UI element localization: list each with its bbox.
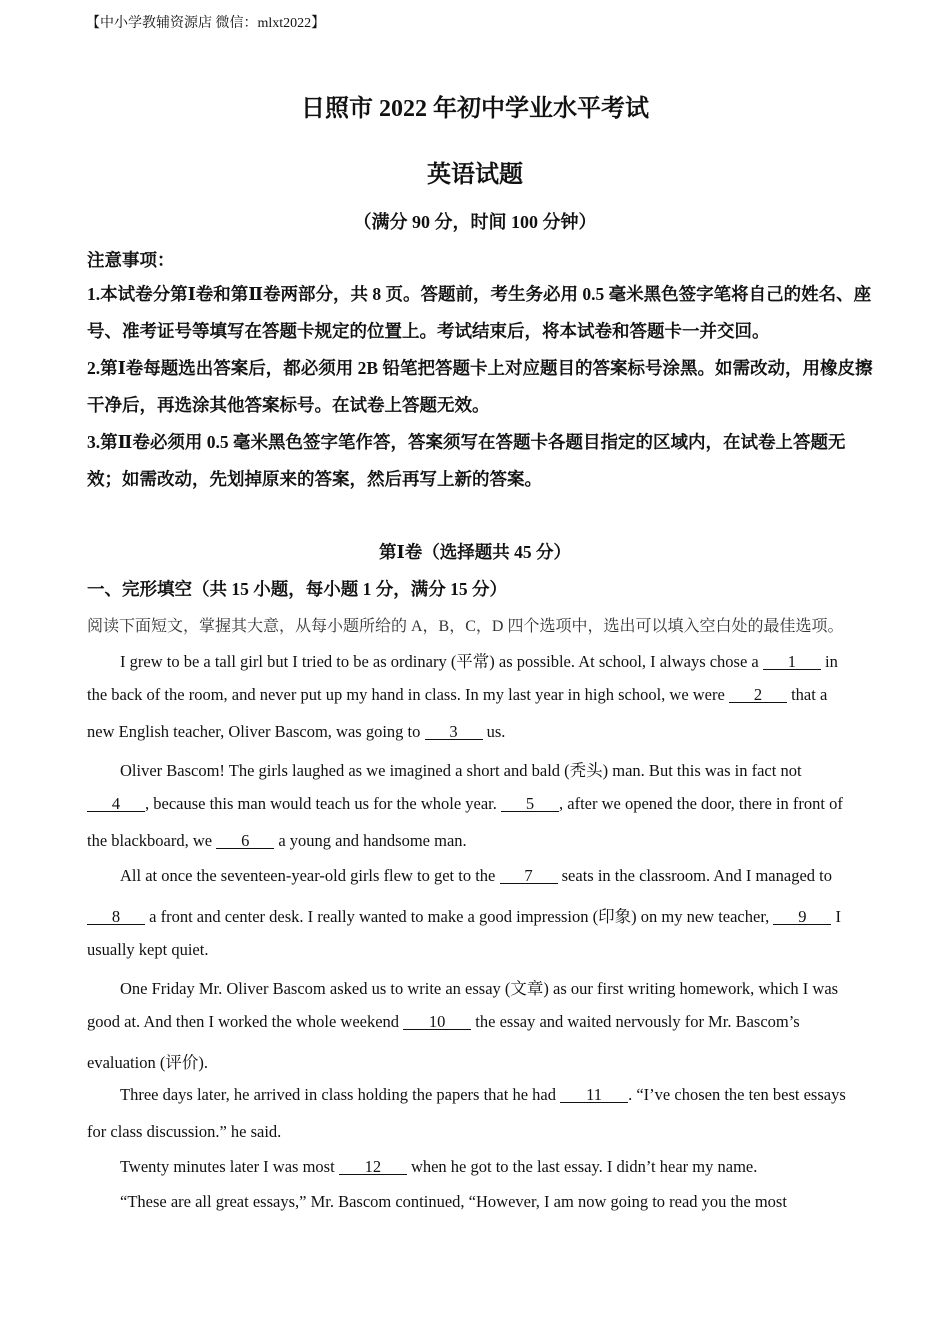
passage-text: All at once the seventeen-year-old girls flew to get to the <box>120 866 500 885</box>
passage-text: that a <box>786 685 828 704</box>
passage-text: seats in the classroom. And I managed to <box>557 866 832 885</box>
passage-line <box>120 866 832 886</box>
notice-heading: 注意事项： <box>87 250 175 270</box>
blank-10: 10 <box>403 1014 471 1030</box>
notice-item-2: 2.第Ⅰ卷每题选出答案后，都必须用 2B 铅笔把答题卡上对应题目的答案标号涂黑。如需改动，用橡皮擦干净后，再选涂其他答案标号。在试卷上答题无效。 <box>87 358 873 415</box>
passage-text: good at. And then I worked the whole weekend <box>87 1012 404 1031</box>
passage-line <box>87 903 841 927</box>
blank-3: 3 <box>425 724 483 740</box>
blank-11: 11 <box>560 1087 628 1103</box>
notice-item-3: 3.第Ⅱ卷必须用 0.5 毫米黑色签字笔作答，答案须写在答题卡各题目指定的区域内，在试卷上答题无效；如需改动，先划掉原来的答案，然后再写上新的答案。 <box>87 432 846 489</box>
passage-text: a front and center desk. I really wanted to make a good impression (印象) on my new teacher, <box>145 907 774 926</box>
notice-item-1: 1.本试卷分第Ⅰ卷和第Ⅱ卷两部分，共 8 页。答题前，考生务必用 0.5 毫米黑色签字笔将自己的姓名、座号、准考证号等填写在答题卡规定的位置上。考试结束后，将本试卷和答题卡一并交回。 <box>87 284 872 341</box>
passage-text: new English teacher, Oliver Bascom, was going to <box>87 722 425 741</box>
passage-text: the back of the room, and never put up my hand in class. In my last year in high school, we were <box>87 685 729 704</box>
blank-1: 1 <box>763 654 821 670</box>
blank-12: 12 <box>339 1159 407 1175</box>
passage-line: evaluation (评价). <box>87 1053 208 1072</box>
blank-5: 5 <box>501 796 559 812</box>
blank-6: 6 <box>216 833 274 849</box>
passage-line: for class discussion.” he said. <box>87 1122 282 1141</box>
passage-line <box>120 648 838 672</box>
score-time-note: （满分 90 分，时间 100 分钟） <box>353 212 597 232</box>
passage-line: Oliver Bascom! The girls laughed as we imagined a short and bald (秃头) man. But this was in fact not <box>120 761 802 780</box>
passage-text: , because this man would teach us for the whole year. <box>145 794 502 813</box>
exam-title: 日照市 2022 年初中学业水平考试 <box>301 96 649 122</box>
passage-line: usually kept quiet. <box>87 940 209 959</box>
passage-line: “These are all great essays,” Mr. Bascom continued, “However, I am now going to read you the most <box>120 1192 787 1211</box>
passage-line <box>87 794 843 814</box>
blank-9: 9 <box>773 909 831 925</box>
section1-instruction: 阅读下面短文，掌握其大意，从每小题所给的 A，B，C，D 四个选项中，选出可以填入空白处的最佳选项。 <box>87 618 844 635</box>
part1-title: 第Ⅰ卷（选择题共 45 分） <box>379 542 571 562</box>
passage-text: , after we opened the door, there in front of <box>559 794 843 813</box>
passage-text: the blackboard, we <box>87 831 217 850</box>
source-note: 【中小学教辅资源店 微信：mlxt2022】 <box>86 16 326 31</box>
passage-text: when he got to the last essay. I didn’t hear my name. <box>406 1157 758 1176</box>
passage-text: the essay and waited nervously for Mr. Bascom’s <box>471 1012 800 1031</box>
passage-text: in <box>820 652 838 671</box>
blank-4: 4 <box>87 796 145 812</box>
passage-text: I <box>831 907 842 926</box>
passage-text: Twenty minutes later I was most <box>120 1157 339 1176</box>
passage-line <box>87 685 827 705</box>
blank-2: 2 <box>729 687 787 703</box>
passage-text: . “I’ve chosen the ten best essays <box>628 1085 846 1104</box>
passage-line: One Friday Mr. Oliver Bascom asked us to write an essay (文章) as our first writing homework, which I was <box>120 979 839 998</box>
passage-text: us. <box>482 722 506 741</box>
passage-text: a young and handsome man. <box>274 831 467 850</box>
section1-title: 一、完形填空（共 15 小题，每小题 1 分，满分 15 分） <box>87 579 507 599</box>
passage-line <box>87 722 505 742</box>
passage-text: Three days later, he arrived in class holding the papers that he had <box>120 1085 561 1104</box>
passage-line <box>120 1157 757 1177</box>
passage-line <box>120 1085 846 1105</box>
blank-8: 8 <box>87 909 145 925</box>
subject-title: 英语试题 <box>427 162 523 188</box>
passage-line <box>87 1012 800 1032</box>
notice-list <box>87 276 877 498</box>
passage-line <box>87 831 467 851</box>
blank-7: 7 <box>500 868 558 884</box>
passage-text: I grew to be a tall girl but I tried to be as ordinary (平常) as possible. At school, I always chose a <box>120 652 763 671</box>
